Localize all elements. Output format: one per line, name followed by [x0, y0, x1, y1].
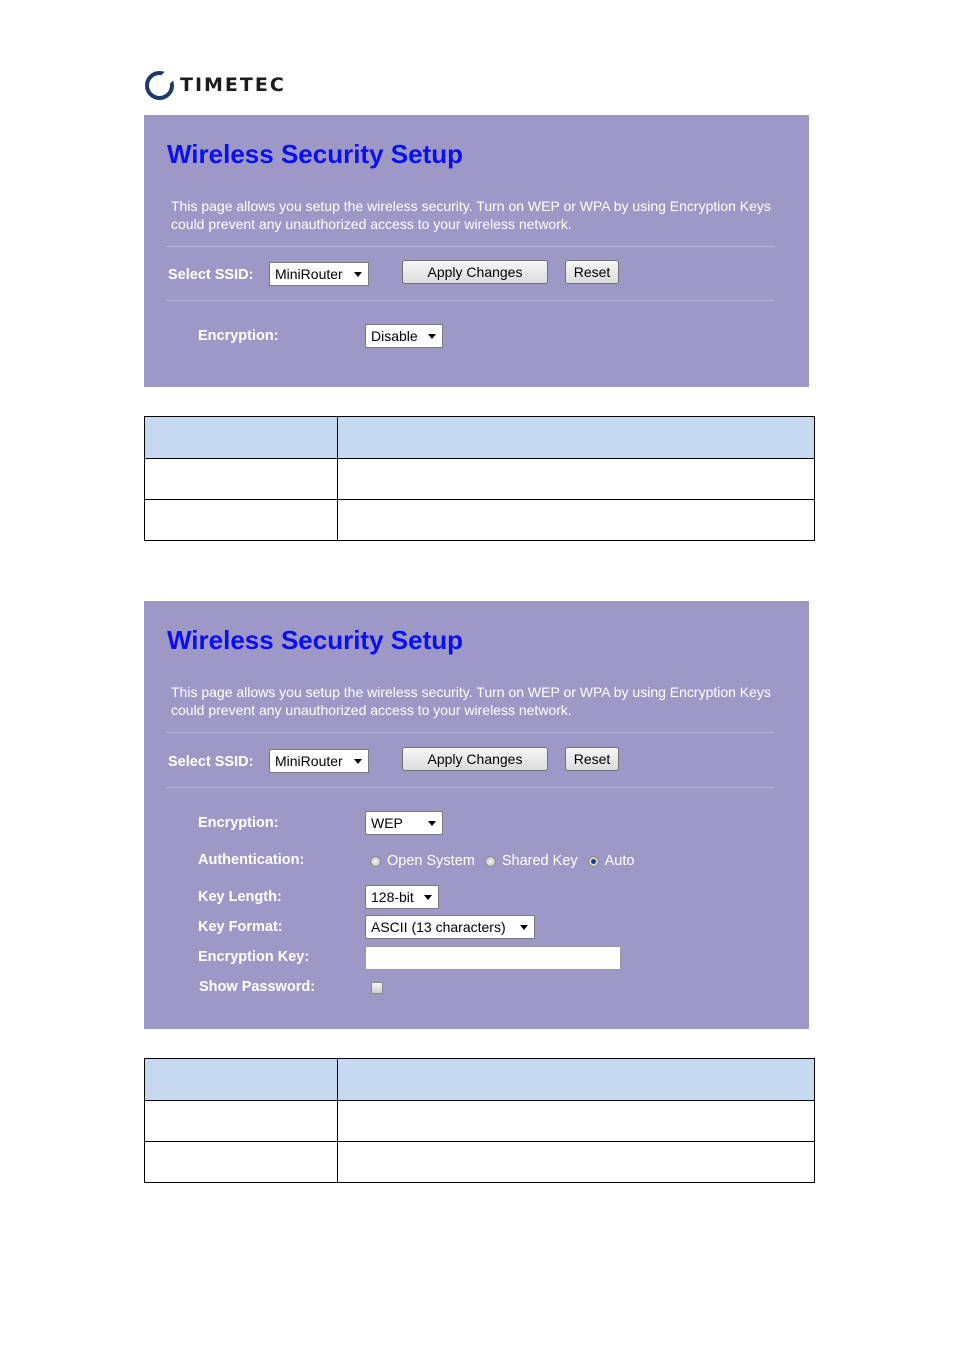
select-ssid-label: Select SSID:: [168, 754, 254, 770]
encryption-select[interactable]: [365, 324, 443, 348]
table-row: [145, 1142, 815, 1183]
key-length-select-value: 128-bit: [371, 889, 414, 905]
table-row: [145, 459, 815, 500]
encryption-label: Encryption:: [198, 328, 279, 344]
auth-open-system-radio[interactable]: [370, 856, 381, 867]
divider: [166, 732, 775, 733]
authentication-radio-group: [370, 853, 644, 869]
ssid-select[interactable]: [269, 262, 369, 286]
key-format-label: Key Format:: [198, 919, 283, 935]
ssid-select-value: MiniRouter: [275, 753, 343, 769]
chevron-down-icon: [520, 925, 528, 930]
divider: [166, 246, 775, 247]
table-row: [145, 500, 815, 541]
chevron-down-icon: [424, 895, 432, 900]
divider: [166, 787, 775, 788]
parameter-table-1: [144, 416, 815, 541]
parameter-table-2: [144, 1058, 815, 1183]
logo-text: TIMETEC: [180, 74, 286, 96]
show-password-label: Show Password:: [199, 979, 316, 995]
authentication-label: Authentication:: [198, 852, 305, 868]
encryption-select-value: WEP: [371, 815, 403, 831]
logo-ring-icon: [145, 71, 174, 100]
encryption-key-label: Encryption Key:: [198, 949, 310, 965]
key-format-select-value: ASCII (13 characters): [371, 919, 506, 935]
page-title: Wireless Security Setup: [167, 625, 463, 655]
encryption-select[interactable]: [365, 811, 443, 835]
auth-shared-key-label: Shared Key: [501, 853, 578, 869]
wireless-security-panel-disable: [144, 115, 809, 387]
divider: [166, 300, 775, 301]
chevron-down-icon: [428, 821, 436, 826]
ssid-select-value: MiniRouter: [275, 266, 343, 282]
page-title: Wireless Security Setup: [167, 139, 463, 169]
chevron-down-icon: [354, 272, 362, 277]
auth-open-system-label: Open System: [387, 853, 475, 869]
show-password-checkbox[interactable]: [371, 982, 383, 994]
encryption-label: Encryption:: [198, 815, 279, 831]
table-header-row: [145, 1059, 815, 1101]
apply-changes-button[interactable]: Apply Changes: [402, 260, 548, 284]
key-length-select[interactable]: [365, 885, 439, 909]
auth-auto-radio[interactable]: [588, 856, 599, 867]
page-description: This page allows you setup the wireless security. Turn on WEP or WPA by using Encryption Keys could prevent any unauthorized access to your wireless network.: [171, 684, 771, 718]
timetec-logo: [145, 70, 286, 100]
table-header-row: [145, 417, 815, 459]
apply-changes-button[interactable]: Apply Changes: [402, 747, 548, 771]
reset-button[interactable]: Reset: [565, 747, 619, 771]
encryption-key-input[interactable]: [365, 946, 621, 970]
key-format-select[interactable]: [365, 915, 535, 939]
select-ssid-label: Select SSID:: [168, 267, 254, 283]
table-row: [145, 1101, 815, 1142]
auth-shared-key-radio[interactable]: [485, 856, 496, 867]
chevron-down-icon: [428, 334, 436, 339]
chevron-down-icon: [354, 759, 362, 764]
page-description: This page allows you setup the wireless security. Turn on WEP or WPA by using Encryption Keys could prevent any unauthorized access to your wireless network.: [171, 198, 771, 232]
key-length-label: Key Length:: [198, 889, 282, 905]
encryption-select-value: Disable: [371, 328, 418, 344]
reset-button[interactable]: Reset: [565, 260, 619, 284]
wireless-security-panel-wep: [144, 601, 809, 1029]
ssid-select[interactable]: [269, 749, 369, 773]
auth-auto-label: Auto: [604, 853, 635, 869]
